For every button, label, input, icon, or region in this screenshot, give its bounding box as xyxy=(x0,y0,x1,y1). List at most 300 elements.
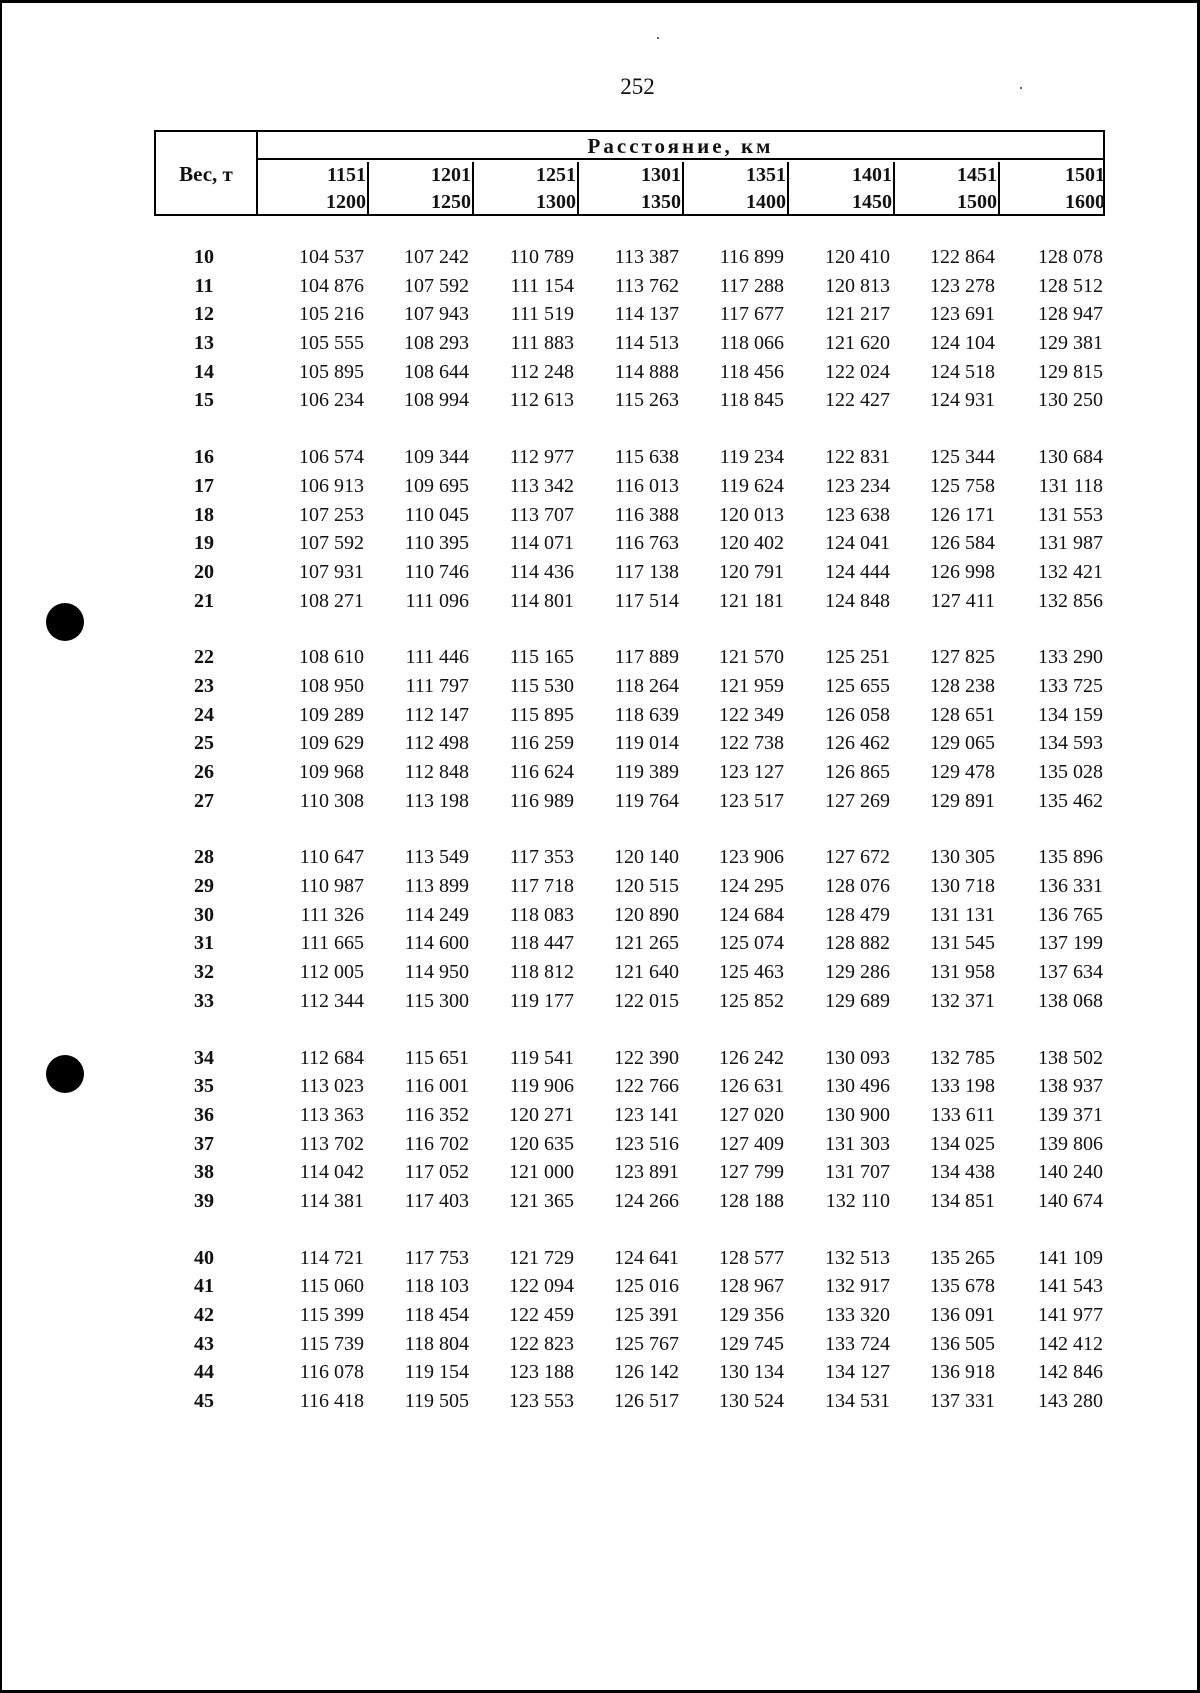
tariff-cell: 133 724 xyxy=(825,1332,890,1355)
tariff-cell: 112 248 xyxy=(509,360,574,383)
distance-range-header xyxy=(892,162,997,216)
tariff-cell: 116 013 xyxy=(614,474,679,497)
tariff-cell: 123 127 xyxy=(719,761,784,783)
weight-cell: 11 xyxy=(194,274,214,297)
table-row xyxy=(154,702,1105,731)
range-to: 1400 xyxy=(746,191,786,213)
tariff-cell: 116 418 xyxy=(299,1390,364,1413)
scan-border-left xyxy=(0,0,2,1693)
tariff-cell: 123 234 xyxy=(825,474,890,497)
range-from: 1351 xyxy=(746,164,786,186)
tariff-cell: 119 014 xyxy=(614,732,679,755)
table-row xyxy=(154,1245,1105,1274)
table-row xyxy=(154,730,1105,759)
tariff-cell: 140 240 xyxy=(1038,1161,1103,1184)
tariff-cell: 116 001 xyxy=(404,1075,469,1098)
tariff-cell: 124 104 xyxy=(930,332,995,355)
tariff-cell: 108 994 xyxy=(404,389,469,412)
tariff-cell: 112 684 xyxy=(299,1046,364,1069)
tariff-cell: 114 381 xyxy=(299,1189,364,1212)
tariff-cell: 130 496 xyxy=(825,1075,890,1098)
weight-cell: 10 xyxy=(194,246,214,268)
tariff-cell: 113 363 xyxy=(299,1103,364,1126)
tariff-cell: 128 078 xyxy=(1038,246,1103,268)
tariff-cell: 115 060 xyxy=(299,1275,364,1298)
tariff-cell: 108 950 xyxy=(299,674,364,697)
weight-cell: 21 xyxy=(194,589,214,612)
tariff-cell: 119 505 xyxy=(404,1390,469,1413)
table-row xyxy=(154,988,1105,1017)
tariff-cell: 131 987 xyxy=(1038,532,1103,555)
table-row xyxy=(154,788,1105,817)
tariff-cell: 115 895 xyxy=(509,703,574,726)
tariff-cell: 116 352 xyxy=(404,1103,469,1126)
tariff-cell: 130 305 xyxy=(930,846,995,869)
tariff-cell: 117 889 xyxy=(614,646,679,669)
tariff-cell: 141 977 xyxy=(1038,1304,1103,1326)
tariff-cell: 120 013 xyxy=(719,503,784,526)
tariff-cell: 134 438 xyxy=(930,1161,995,1184)
tariff-cell: 136 331 xyxy=(1038,875,1103,898)
range-from: 1151 xyxy=(327,164,366,186)
tariff-cell: 137 331 xyxy=(930,1390,995,1413)
table-row xyxy=(154,330,1105,359)
range-to: 1300 xyxy=(536,191,576,213)
tariff-cell: 138 502 xyxy=(1038,1046,1103,1069)
tariff-cell: 136 765 xyxy=(1038,903,1103,926)
tariff-cell: 134 593 xyxy=(1038,732,1103,755)
tariff-cell: 114 042 xyxy=(299,1161,364,1184)
tariff-cell: 131 303 xyxy=(825,1132,890,1155)
tariff-cell: 105 216 xyxy=(299,303,364,326)
tariff-cell: 123 517 xyxy=(719,789,784,812)
tariff-cell: 120 410 xyxy=(825,246,890,268)
tariff-cell: 108 610 xyxy=(299,646,364,669)
tariff-cell: 125 251 xyxy=(825,646,890,669)
tariff-cell: 117 514 xyxy=(614,589,679,612)
distance-range-header xyxy=(1000,162,1105,216)
table-row xyxy=(154,273,1105,302)
tariff-cell: 121 640 xyxy=(614,961,679,984)
tariff-cell: 129 356 xyxy=(719,1304,784,1326)
table-row xyxy=(154,1102,1105,1131)
tariff-cell: 109 695 xyxy=(404,474,469,497)
tariff-cell: 123 638 xyxy=(825,503,890,526)
tariff-cell: 141 543 xyxy=(1038,1275,1103,1298)
tariff-cell: 123 906 xyxy=(719,846,784,869)
weight-cell: 30 xyxy=(194,903,214,926)
distance-header: Расстояние, км xyxy=(587,134,774,158)
tariff-cell: 114 137 xyxy=(614,303,679,326)
tariff-cell: 118 447 xyxy=(509,932,574,955)
tariff-cell: 121 729 xyxy=(509,1246,574,1269)
tariff-cell: 129 286 xyxy=(825,961,890,984)
tariff-cell: 110 395 xyxy=(404,532,469,555)
tariff-cell: 122 427 xyxy=(825,389,890,412)
tariff-cell: 122 015 xyxy=(614,989,679,1012)
weight-cell: 36 xyxy=(194,1103,214,1126)
tariff-table-body xyxy=(154,244,1105,1417)
tariff-cell: 118 639 xyxy=(614,703,679,726)
tariff-cell: 118 456 xyxy=(719,360,784,383)
tariff-cell: 119 234 xyxy=(719,446,784,469)
tariff-cell: 120 140 xyxy=(614,846,679,869)
tariff-cell: 135 462 xyxy=(1038,789,1103,812)
tariff-cell: 135 028 xyxy=(1038,761,1103,783)
tariff-cell: 119 389 xyxy=(614,761,679,783)
tariff-cell: 114 513 xyxy=(614,332,679,355)
tariff-cell: 115 399 xyxy=(299,1304,364,1326)
tariff-cell: 124 641 xyxy=(614,1246,679,1269)
tariff-cell: 121 000 xyxy=(509,1161,574,1184)
table-row xyxy=(154,1188,1105,1217)
page-number: 252 xyxy=(620,74,655,99)
tariff-cell: 125 758 xyxy=(930,474,995,497)
tariff-cell: 135 678 xyxy=(930,1275,995,1298)
tariff-cell: 129 065 xyxy=(930,732,995,755)
weight-cell: 25 xyxy=(194,732,214,755)
tariff-cell: 110 789 xyxy=(509,246,574,268)
tariff-cell: 118 264 xyxy=(614,674,679,697)
table-row xyxy=(154,959,1105,988)
tariff-cell: 126 242 xyxy=(719,1046,784,1069)
tariff-cell: 111 326 xyxy=(300,903,364,926)
tariff-cell: 125 344 xyxy=(930,446,995,469)
tariff-cell: 111 519 xyxy=(510,303,574,326)
weight-cell: 38 xyxy=(194,1161,214,1184)
tariff-cell: 131 707 xyxy=(825,1161,890,1184)
tariff-cell: 127 409 xyxy=(719,1132,784,1155)
tariff-cell: 127 672 xyxy=(825,846,890,869)
tariff-cell: 134 127 xyxy=(825,1361,890,1384)
tariff-cell: 122 831 xyxy=(825,446,890,469)
tariff-cell: 132 785 xyxy=(930,1046,995,1069)
distance-range-header xyxy=(681,162,786,216)
punch-hole-icon xyxy=(46,1055,84,1093)
tariff-cell: 115 530 xyxy=(509,674,574,697)
tariff-cell: 124 684 xyxy=(719,903,784,926)
tariff-cell: 122 766 xyxy=(614,1075,679,1098)
tariff-cell: 106 574 xyxy=(299,446,364,469)
tariff-cell: 129 815 xyxy=(1038,360,1103,383)
tariff-cell: 119 624 xyxy=(719,474,784,497)
tariff-cell: 121 217 xyxy=(825,303,890,326)
tariff-cell: 130 524 xyxy=(719,1390,784,1413)
tariff-cell: 121 620 xyxy=(825,332,890,355)
distance-range-header xyxy=(261,162,366,216)
tariff-cell: 131 545 xyxy=(930,932,995,955)
tariff-cell: 118 066 xyxy=(719,332,784,355)
weight-cell: 18 xyxy=(194,503,214,526)
weight-cell: 13 xyxy=(194,332,214,355)
weight-cell: 29 xyxy=(194,875,214,898)
tariff-cell: 142 412 xyxy=(1038,1332,1103,1355)
weight-cell: 34 xyxy=(194,1046,214,1069)
range-from: 1501 xyxy=(1065,164,1105,186)
tariff-cell: 113 702 xyxy=(299,1132,364,1155)
range-from: 1201 xyxy=(431,164,471,186)
tariff-cell: 125 463 xyxy=(719,961,784,984)
table-row xyxy=(154,588,1105,617)
tariff-cell: 117 138 xyxy=(614,560,679,583)
tariff-cell: 121 265 xyxy=(614,932,679,955)
table-row xyxy=(154,387,1105,416)
tariff-cell: 114 436 xyxy=(509,560,574,583)
tariff-cell: 128 512 xyxy=(1038,274,1103,297)
tariff-cell: 117 677 xyxy=(719,303,784,326)
tariff-cell: 113 899 xyxy=(404,875,469,898)
tariff-cell: 112 344 xyxy=(299,989,364,1012)
tariff-cell: 120 515 xyxy=(614,875,679,898)
weight-cell: 39 xyxy=(194,1189,214,1212)
table-row xyxy=(154,1302,1105,1331)
range-from: 1251 xyxy=(536,164,576,186)
range-to: 1350 xyxy=(641,191,681,213)
tariff-cell: 127 799 xyxy=(719,1161,784,1184)
tariff-cell: 128 076 xyxy=(825,875,890,898)
range-from: 1451 xyxy=(957,164,997,186)
tariff-cell: 104 876 xyxy=(299,274,364,297)
table-row xyxy=(154,1159,1105,1188)
tariff-cell: 107 943 xyxy=(404,303,469,326)
punch-hole-icon xyxy=(46,603,84,641)
tariff-cell: 119 177 xyxy=(509,989,574,1012)
tariff-cell: 123 891 xyxy=(614,1161,679,1184)
tariff-cell: 134 025 xyxy=(930,1132,995,1155)
range-to: 1500 xyxy=(957,191,997,213)
weight-cell: 12 xyxy=(194,303,214,326)
tariff-cell: 134 159 xyxy=(1038,703,1103,726)
tariff-cell: 122 094 xyxy=(509,1275,574,1298)
tariff-cell: 106 913 xyxy=(299,474,364,497)
tariff-cell: 129 478 xyxy=(930,761,995,783)
table-row xyxy=(154,444,1105,473)
tariff-cell: 128 967 xyxy=(719,1275,784,1298)
tariff-cell: 115 739 xyxy=(299,1332,364,1355)
tariff-cell: 124 295 xyxy=(719,875,784,898)
tariff-cell: 132 856 xyxy=(1038,589,1103,612)
tariff-cell: 124 266 xyxy=(614,1189,679,1212)
tariff-cell: 107 253 xyxy=(299,503,364,526)
tariff-cell: 116 989 xyxy=(509,789,574,812)
tariff-cell: 120 402 xyxy=(719,532,784,555)
tariff-cell: 125 016 xyxy=(614,1275,679,1298)
tariff-cell: 132 421 xyxy=(1038,560,1103,583)
tariff-cell: 120 791 xyxy=(719,560,784,583)
table-row xyxy=(154,559,1105,588)
range-to: 1200 xyxy=(326,191,366,213)
tariff-cell: 121 570 xyxy=(719,646,784,669)
tariff-cell: 115 651 xyxy=(404,1046,469,1069)
tariff-cell: 134 851 xyxy=(930,1189,995,1212)
tariff-cell: 118 454 xyxy=(404,1304,469,1326)
tariff-cell: 138 068 xyxy=(1038,989,1103,1012)
tariff-cell: 126 142 xyxy=(614,1361,679,1384)
tariff-cell: 114 600 xyxy=(404,932,469,955)
tariff-cell: 126 865 xyxy=(825,761,890,783)
tariff-cell: 118 812 xyxy=(509,961,574,984)
tariff-cell: 111 665 xyxy=(300,932,364,955)
tariff-cell: 126 517 xyxy=(614,1390,679,1413)
tariff-cell: 139 371 xyxy=(1038,1103,1103,1126)
table-header xyxy=(154,130,1105,216)
tariff-cell: 128 577 xyxy=(719,1246,784,1269)
tariff-cell: 113 762 xyxy=(614,274,679,297)
scan-border-top xyxy=(0,0,1200,3)
tariff-cell: 109 968 xyxy=(299,761,364,783)
tariff-cell: 117 403 xyxy=(404,1189,469,1212)
weight-cell: 28 xyxy=(194,846,214,869)
tariff-cell: 116 259 xyxy=(509,732,574,755)
table-row xyxy=(154,1073,1105,1102)
tariff-cell: 126 631 xyxy=(719,1075,784,1098)
tariff-cell: 126 171 xyxy=(930,503,995,526)
range-from: 1301 xyxy=(641,164,681,186)
weight-cell: 16 xyxy=(194,446,214,469)
tariff-cell: 114 721 xyxy=(299,1246,364,1269)
tariff-cell: 134 531 xyxy=(825,1390,890,1413)
tariff-cell: 129 745 xyxy=(719,1332,784,1355)
tariff-cell: 128 238 xyxy=(930,674,995,697)
weight-cell: 32 xyxy=(194,961,214,984)
table-row xyxy=(154,1273,1105,1302)
tariff-cell: 107 931 xyxy=(299,560,364,583)
tariff-cell: 123 278 xyxy=(930,274,995,297)
tariff-cell: 105 555 xyxy=(299,332,364,355)
tariff-cell: 105 895 xyxy=(299,360,364,383)
tariff-cell: 122 459 xyxy=(509,1304,574,1326)
tariff-cell: 112 498 xyxy=(404,732,469,755)
tariff-cell: 126 462 xyxy=(825,732,890,755)
tariff-cell: 125 074 xyxy=(719,932,784,955)
tariff-cell: 111 883 xyxy=(510,332,574,355)
tariff-cell: 137 199 xyxy=(1038,932,1103,955)
tariff-cell: 109 289 xyxy=(299,703,364,726)
tariff-cell: 122 390 xyxy=(614,1046,679,1069)
tariff-cell: 114 801 xyxy=(509,589,574,612)
tariff-cell: 119 906 xyxy=(509,1075,574,1098)
table-row xyxy=(154,902,1105,931)
tariff-cell: 130 134 xyxy=(719,1361,784,1384)
tariff-cell: 109 629 xyxy=(299,732,364,755)
tariff-cell: 115 165 xyxy=(509,646,574,669)
tariff-cell: 113 549 xyxy=(404,846,469,869)
table-row xyxy=(154,873,1105,902)
table-row xyxy=(154,473,1105,502)
tariff-cell: 112 977 xyxy=(509,446,574,469)
tariff-cell: 133 320 xyxy=(825,1304,890,1326)
table-row xyxy=(154,930,1105,959)
tariff-cell: 130 718 xyxy=(930,875,995,898)
tariff-cell: 124 041 xyxy=(825,532,890,555)
tariff-cell: 133 290 xyxy=(1038,646,1103,669)
tariff-cell: 124 518 xyxy=(930,360,995,383)
table-row xyxy=(154,644,1105,673)
tariff-cell: 131 131 xyxy=(930,903,995,926)
tariff-cell: 116 763 xyxy=(614,532,679,555)
tariff-cell: 124 931 xyxy=(930,389,995,412)
tariff-cell: 137 634 xyxy=(1038,961,1103,984)
table-row xyxy=(154,1131,1105,1160)
tariff-cell: 116 899 xyxy=(719,246,784,268)
weight-cell: 17 xyxy=(194,474,214,497)
tariff-cell: 127 269 xyxy=(825,789,890,812)
weight-cell: 44 xyxy=(194,1361,214,1384)
tariff-cell: 124 848 xyxy=(825,589,890,612)
table-row xyxy=(154,244,1105,273)
tariff-cell: 128 651 xyxy=(930,703,995,726)
range-to: 1250 xyxy=(431,191,471,213)
tariff-cell: 114 888 xyxy=(614,360,679,383)
tariff-cell: 126 584 xyxy=(930,532,995,555)
distance-range-header xyxy=(471,162,576,216)
tariff-cell: 125 767 xyxy=(614,1332,679,1355)
tariff-cell: 121 365 xyxy=(509,1189,574,1212)
tariff-cell: 108 293 xyxy=(404,332,469,355)
weight-cell: 19 xyxy=(194,532,214,555)
tariff-cell: 125 852 xyxy=(719,989,784,1012)
tariff-cell: 136 918 xyxy=(930,1361,995,1384)
tariff-cell: 128 882 xyxy=(825,932,890,955)
tariff-cell: 143 280 xyxy=(1038,1390,1103,1413)
weight-cell: 22 xyxy=(194,646,214,669)
tariff-cell: 117 753 xyxy=(404,1246,469,1269)
tariff-cell: 108 644 xyxy=(404,360,469,383)
weight-cell: 14 xyxy=(194,360,214,383)
tariff-cell: 125 391 xyxy=(614,1304,679,1326)
tariff-cell: 136 091 xyxy=(930,1304,995,1326)
weight-cell: 43 xyxy=(194,1332,214,1355)
tariff-cell: 115 300 xyxy=(404,989,469,1012)
tariff-cell: 119 541 xyxy=(509,1046,574,1069)
tariff-cell: 127 411 xyxy=(930,589,995,612)
tariff-cell: 132 513 xyxy=(825,1246,890,1269)
tariff-cell: 125 655 xyxy=(825,674,890,697)
tariff-cell: 116 078 xyxy=(299,1361,364,1384)
tariff-cell: 116 624 xyxy=(509,761,574,783)
tariff-cell: 124 444 xyxy=(825,560,890,583)
tariff-cell: 119 764 xyxy=(614,789,679,812)
weight-cell: 41 xyxy=(194,1275,214,1298)
table-row xyxy=(154,301,1105,330)
tariff-cell: 118 804 xyxy=(404,1332,469,1355)
tariff-cell: 120 890 xyxy=(614,903,679,926)
tariff-cell: 119 154 xyxy=(404,1361,469,1384)
table-row xyxy=(154,844,1105,873)
tariff-cell: 130 684 xyxy=(1038,446,1103,469)
tariff-cell: 117 353 xyxy=(509,846,574,869)
tariff-cell: 107 242 xyxy=(404,246,469,268)
tariff-cell: 133 611 xyxy=(930,1103,995,1126)
table-row xyxy=(154,1388,1105,1417)
tariff-cell: 139 806 xyxy=(1038,1132,1103,1155)
tariff-cell: 126 058 xyxy=(825,703,890,726)
tariff-cell: 113 198 xyxy=(404,789,469,812)
tariff-cell: 131 958 xyxy=(930,961,995,984)
table-row xyxy=(154,530,1105,559)
tariff-cell: 131 118 xyxy=(1038,474,1103,497)
tariff-cell: 117 288 xyxy=(719,274,784,297)
tariff-cell: 133 725 xyxy=(1038,674,1103,697)
tariff-cell: 126 998 xyxy=(930,560,995,583)
tariff-cell: 112 848 xyxy=(404,761,469,783)
tariff-cell: 112 147 xyxy=(404,703,469,726)
tariff-cell: 120 271 xyxy=(509,1103,574,1126)
tariff-cell: 114 071 xyxy=(509,532,574,555)
tariff-cell: 110 045 xyxy=(404,503,469,526)
tariff-cell: 104 537 xyxy=(299,246,364,268)
tariff-cell: 128 479 xyxy=(825,903,890,926)
